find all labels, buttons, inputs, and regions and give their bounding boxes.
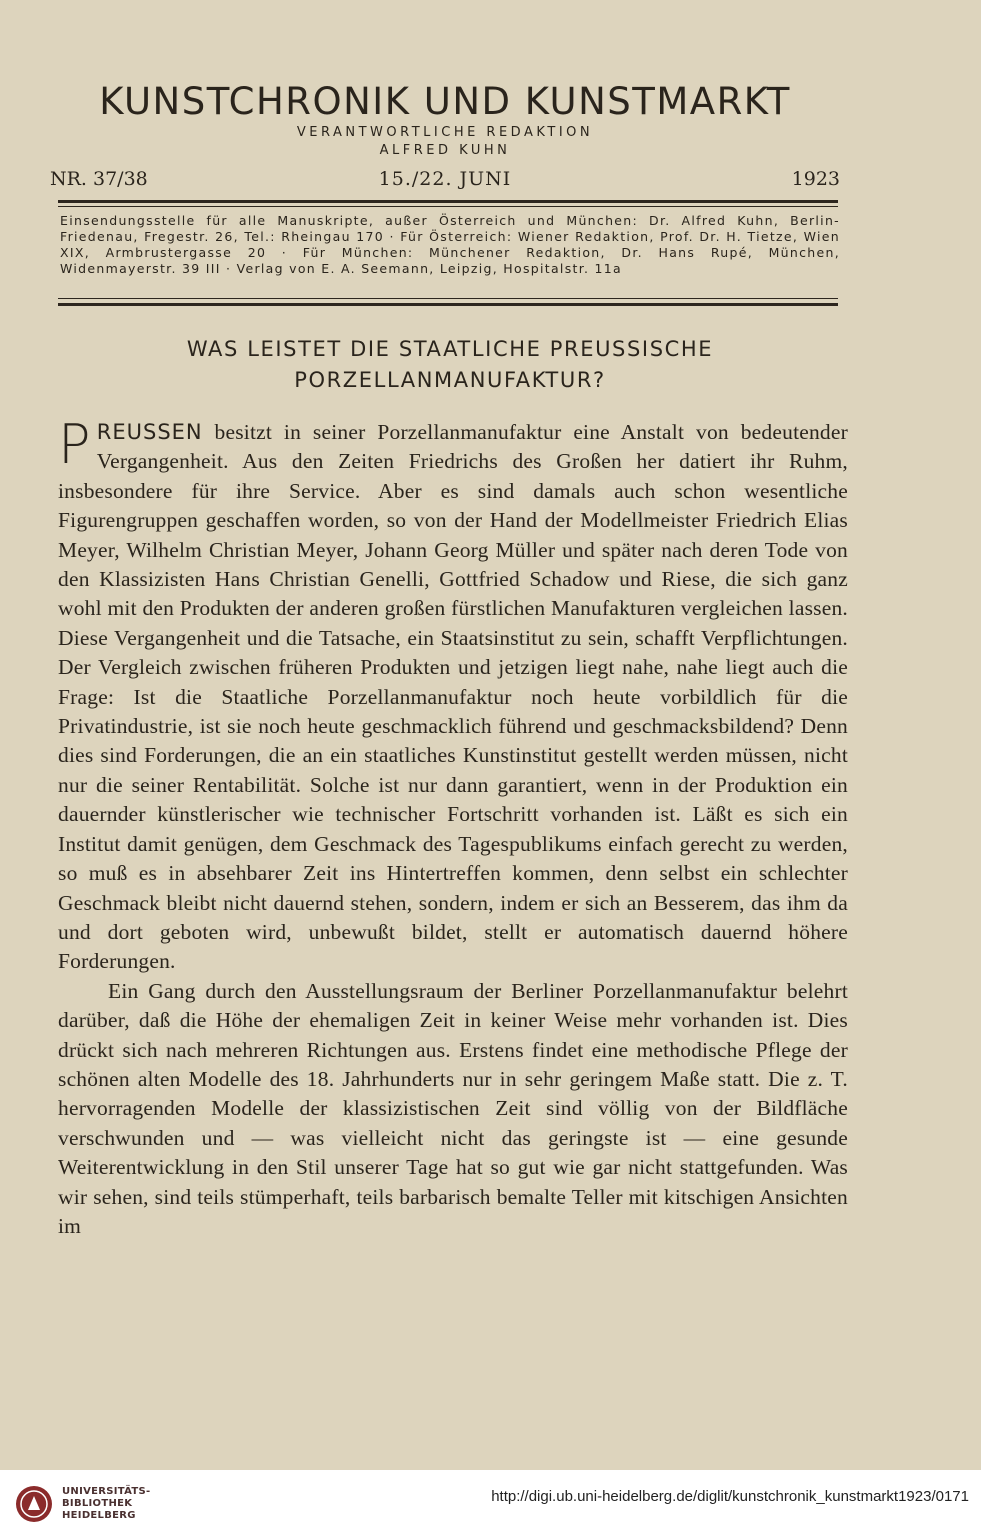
paragraph-2: Ein Gang durch den Ausstellungsraum der Berliner Porzellanmanufaktur belehrt darüber, daß die Höhe der ehemaligen Zeit in keiner Weise mehr vorhanden ist. Dies drückt sich nach mehreren Richtungen aus. Erstens findet eine methodische Pflege der schönen alten Modelle des 18. Jahrhunderts nur in sehr geringem Maße statt. Die z. T. hervorragenden Modelle der klassizistischen Zeit sind völlig von der Bildfläche verschwunden und — was vielleicht nicht das geringste ist — eine gesunde Weiterentwicklung in den Stil unserer Tage hat so gut wie gar nicht stattgefunden. Was wir sehen, sind teils stümperhaft, teils barbarisch bemalte Teller mit kitschigen Ansichten im: [58, 978, 848, 1238]
library-name: [62, 1486, 151, 1522]
masthead: [50, 80, 840, 160]
rule-top-thin: [58, 206, 838, 207]
issue-year: 1923: [791, 168, 840, 190]
article-title: [60, 334, 840, 396]
journal-title: KUNSTCHRONIK UND KUNSTMARKT: [99, 80, 791, 123]
lead-word: REUSSEN: [96, 420, 203, 444]
library-line3: HEIDELBERG: [62, 1510, 136, 1521]
footer-bar: [0, 1470, 981, 1539]
library-line2: BIBLIOTHEK: [62, 1498, 133, 1509]
drop-cap: P: [58, 413, 91, 476]
paragraph-1: [58, 413, 848, 977]
editorial-label: VERANTWORTLICHE REDAKTION: [296, 125, 594, 140]
rule-bottom-thin: [58, 298, 838, 299]
paragraph-1-text: besitzt in seiner Porzellanmanufaktur eine Anstalt von bedeutender Vergangenheit. Aus den Zeiten Friedrichs des Großen her datiert ihr Ruhm, insbesondere für ihre Service. Aber es sind damals auch schon wesentliche Figurengruppen geschaffen worden, so von der Hand der Modellmeister Friedrich Elias Meyer, Wilhelm Christian Meyer, Johann Georg Müller und später nach deren Tode von den Klassizisten Hans Christian Genelli, Gottfried Schadow und Riese, die sich ganz wohl mit den Produkten der anderen großen fürstlichen Manufakturen vergleichen lassen. Diese Vergangenheit und die Tatsache, ein Staatsinstitut zu sein, schafft Verpflichtungen. Der Vergleich zwischen früheren Produkten und jetzigen liegt nahe, nahe liegt auch die Frage: Ist die Staatliche Porzellanmanufaktur noch heute vorbildlich für die Privatindustrie, ist sie noch heute geschmacklich führend und geschmacksbildend? Denn dies sind Forderungen, die an ein staatliches Kunstinstitut gestellt werden müssen, nicht nur die seiner Rentabilität. Solche ist nur dann garantiert, wenn in der Produktion ein dauernder künstlerischer wie technischer Fortschritt vorhanden ist. Läßt es sich ein Institut damit genügen, dem Geschmack des Tagespublikums einfach gerecht zu werden, so muß es in absehbarer Zeit ins Hintertreffen kommen, denn selbst ein schlechter Geschmack bleibt nicht dauernd stehen, sondern, indem er sich an Besserem, das ihm da und dort geboten wird, unbewußt bildet, stellt er automatisch dauernd höhere Forderungen.: [58, 420, 848, 974]
article-title-line2: PORZELLANMANUFAKTUR?: [294, 368, 606, 392]
issue-row: [50, 168, 840, 194]
rule-bottom-thick: [58, 303, 838, 306]
article-body: [58, 413, 848, 1241]
library-line1: UNIVERSITÄTS-: [62, 1486, 151, 1497]
issue-date: 15./22. JUNI: [378, 168, 512, 190]
issue-number: NR. 37/38: [50, 168, 148, 190]
rule-top-thick: [58, 200, 838, 203]
source-url[interactable]: http://digi.ub.uni-heidelberg.de/diglit/kunstchronik_kunstmarkt1923/0171: [491, 1488, 969, 1505]
editor-name: ALFRED KUHN: [379, 143, 511, 158]
article-title-line1: WAS LEISTET DIE STAATLICHE PREUSSISCHE: [186, 337, 714, 361]
university-seal-icon: [14, 1484, 54, 1524]
submission-note: Einsendungsstelle für alle Manuskripte, außer Österreich und München: Dr. Alfred Kuhn, Berlin-Friedenau, Fregestr. 26, Tel.: Rheingau 170 · Für Österreich: Wiener Redaktion, Prof. Dr. H. Tietze, Wien XIX, Armbrustergasse 20 · Für München: Münchener Redaktion, Dr. Hans Rupé, München, Widenmayerstr. 39 III · Verlag von E. A. Seemann, Leipzig, Hospitalstr. 11a: [60, 213, 840, 276]
